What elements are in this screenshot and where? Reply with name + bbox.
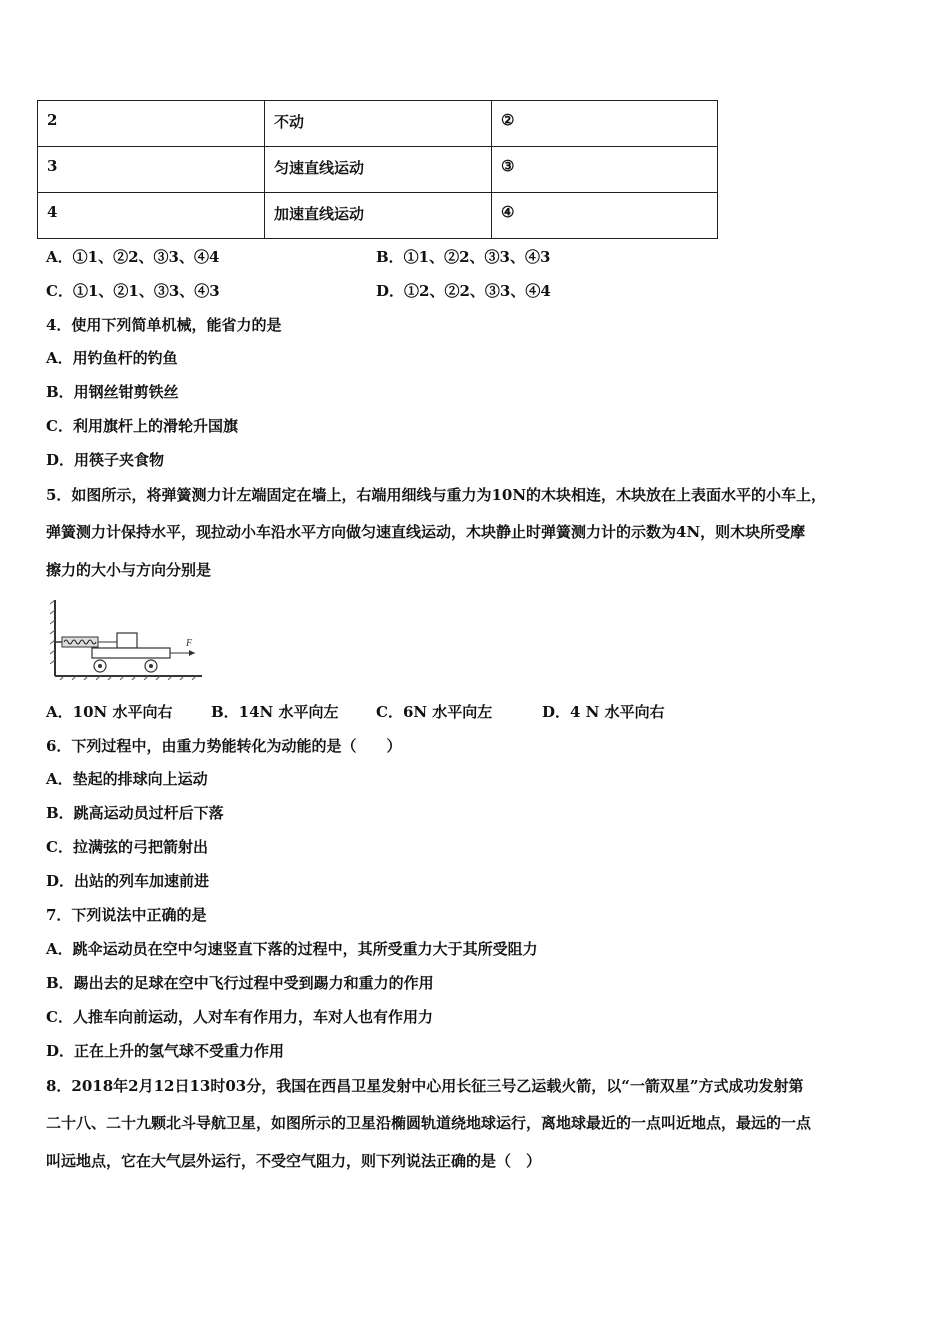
q5-option-b: B．14N 水平向左 (211, 703, 339, 721)
table-cell: 匀速直线运动 (265, 147, 492, 193)
q3-option-d: D．①2、②2、③3、④4 (376, 282, 551, 300)
table-cell: 不动 (265, 101, 492, 147)
q7-option-a: A．跳伞运动员在空中匀速竖直下落的过程中，其所受重力大于其所受阻力 (46, 940, 538, 958)
table-cell: ② (492, 101, 718, 147)
q8-stem-line-1: 8．2018年2月12日13时03分，我国在西昌卫星发射中心用长征三号乙运载火箭，以“一箭双星”方式成功发射第 (46, 1077, 804, 1095)
q7-option-c: C．人推车向前运动，人对车有作用力，车对人也有作用力 (46, 1008, 433, 1026)
answer-table (37, 100, 718, 239)
q4-option-c: C．利用旗杆上的滑轮升国旗 (46, 417, 238, 435)
q6-option-b: B．跳高运动员过杆后下落 (46, 804, 224, 822)
q5-stem-line-2: 弹簧测力计保持水平，现拉动小车沿水平方向做匀速直线运动，木块静止时弹簧测力计的示数为4N，则木块所受摩 (46, 523, 806, 541)
q4-option-a: A．用钓鱼杆的钓鱼 (46, 349, 178, 367)
spring-cart-figure (50, 600, 205, 680)
table-row (38, 147, 718, 193)
table-cell: 2 (38, 101, 265, 147)
table-row (38, 193, 718, 239)
q6-stem: 6．下列过程中，由重力势能转化为动能的是（ ） (46, 737, 402, 755)
table-cell: ③ (492, 147, 718, 193)
q5-option-c: C．6N 水平向左 (376, 703, 493, 721)
table-cell: ④ (492, 193, 718, 239)
table-cell: 加速直线运动 (265, 193, 492, 239)
cart-wheel-axle (149, 664, 153, 668)
table-cell: 3 (38, 147, 265, 193)
table-row (38, 101, 718, 147)
q5-stem-line-1: 5．如图所示，将弹簧测力计左端固定在墙上，右端用细线与重力为10N的木块相连，木块放在上表面水平的小车上， (46, 486, 827, 504)
q7-option-d: D．正在上升的氢气球不受重力作用 (46, 1042, 285, 1060)
q4-option-b: B．用钢丝钳剪铁丝 (46, 383, 179, 401)
table-cell: 4 (38, 193, 265, 239)
cart (92, 648, 170, 658)
q4-option-d: D．用筷子夹食物 (46, 451, 165, 469)
force-label: F (186, 638, 193, 649)
q7-stem: 7．下列说法中正确的是 (46, 906, 207, 924)
q8-stem-line-2: 二十八、二十九颗北斗导航卫星，如图所示的卫星沿椭圆轨道绕地球运行，离地球最近的一点叫近地点，最远的一点 (46, 1114, 812, 1132)
wood-block (117, 633, 137, 648)
q6-option-c: C．拉满弦的弓把箭射出 (46, 838, 208, 856)
cart-wheel-axle (98, 664, 102, 668)
spring-scale (55, 637, 98, 647)
q5-option-d: D．4 N 水平向右 (542, 703, 665, 721)
q5-stem-line-3: 擦力的大小与方向分别是 (46, 561, 212, 579)
q3-option-b: B．①1、②2、③3、④3 (376, 248, 551, 266)
q6-option-a: A．垫起的排球向上运动 (46, 770, 208, 788)
q3-option-a: A．①1、②2、③3、④4 (46, 248, 220, 266)
q6-option-d: D．出站的列车加速前进 (46, 872, 210, 890)
wall (50, 600, 55, 676)
q7-option-b: B．踢出去的足球在空中飞行过程中受到踢力和重力的作用 (46, 974, 434, 992)
q3-option-c: C．①1、②1、③3、④3 (46, 282, 220, 300)
force-arrowhead (189, 650, 195, 656)
q8-stem-line-3: 叫远地点，它在大气层外运行，不受空气阻力，则下列说法正确的是（ ） (46, 1152, 542, 1170)
ground (55, 676, 202, 680)
q5-option-a: A．10N 水平向右 (46, 703, 173, 721)
q4-stem: 4．使用下列简单机械，能省力的是 (46, 316, 282, 334)
